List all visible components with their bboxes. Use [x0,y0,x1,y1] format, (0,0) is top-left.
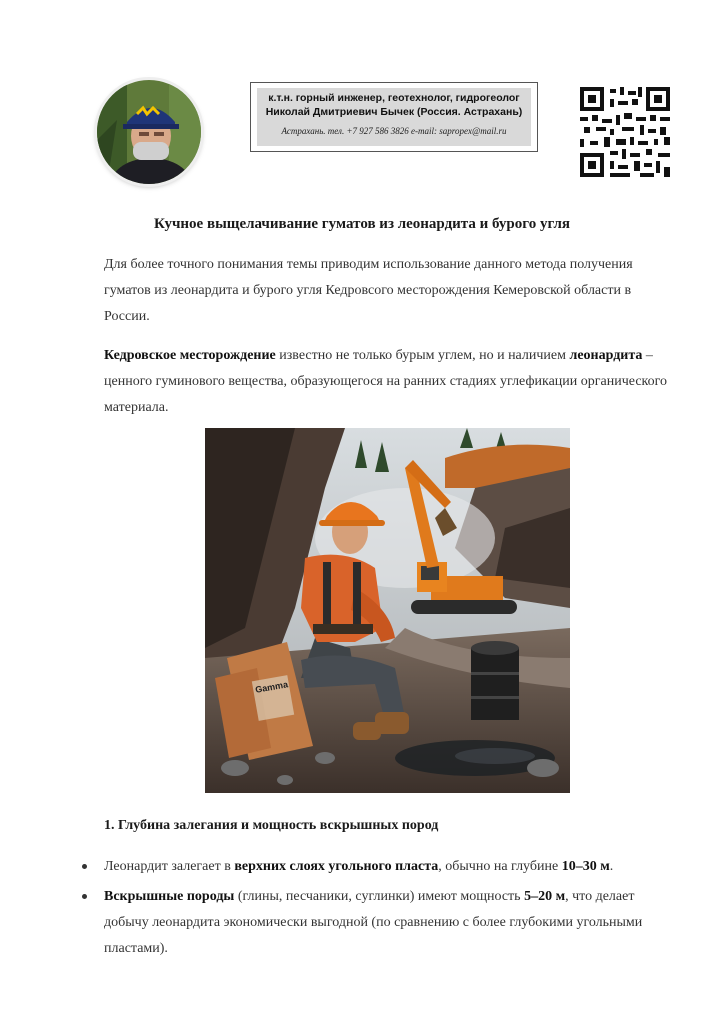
miner-excavator-illustration-icon [205,428,570,793]
bullet-emphasis: 10–30 м [561,859,610,874]
author-portrait-icon [97,80,201,184]
bullet-list [80,854,680,966]
author-credentials: к.т.н. горный инженер, геотехнолог, гидрогеолог [268,92,520,104]
bag-label: Gamma [254,679,289,695]
illustration [205,428,570,793]
bullet-text: . [609,859,614,874]
bullet-icon [82,894,87,899]
deposit-text-1: известно не только бурым углем, но и наличием [275,348,570,363]
document-title: Кучное выщелачивание гуматов из леонардита и бурого угля [153,216,571,232]
leonardite-term: леонардита [569,348,643,363]
author-card-inner [257,88,531,146]
bullet-text: (глины, песчаники, суглинки) имеют мощность [234,889,525,904]
bullet-emphasis: Вскрышные породы [104,889,235,904]
author-card [250,82,538,152]
list-item [80,884,680,962]
bullet-text: , что делает добычу леонардита экономически выгодной (по сравнению с более глубокими угольными пластами). [104,889,643,956]
section-heading: 1. Глубина залегания и мощность вскрышных пород [104,818,439,833]
deposit-paragraph [104,343,674,421]
author-avatar [97,80,201,184]
bullet-emphasis: 5–20 м [524,889,566,904]
intro-paragraph: Для более точного понимания темы приводим использование данного метода получения гуматов из леонардита и бурого угля Кедровсого месторождения Кемеровской области в России. [104,257,633,324]
deposit-text-2: – ценного гуминового вещества, образующегося на ранних стадиях углефикации органического материала. [104,348,668,415]
bullet-text: Леонардит залегает в [104,859,235,874]
qr-code [580,87,670,177]
author-contacts: Астрахань. тел. +7 927 586 3826 e-mail: sapropex@mail.ru [281,126,507,136]
author-name: Николай Дмитриевич Бычек (Россия. Астрахань) [265,106,523,118]
deposit-name: Кедровское месторождение [104,348,276,363]
list-item [80,854,680,880]
bullet-icon [82,864,87,869]
bullet-text: , обычно на глубине [438,859,562,874]
qr-code-icon [580,87,670,177]
bullet-emphasis: верхних слоях угольного пласта [234,859,439,874]
